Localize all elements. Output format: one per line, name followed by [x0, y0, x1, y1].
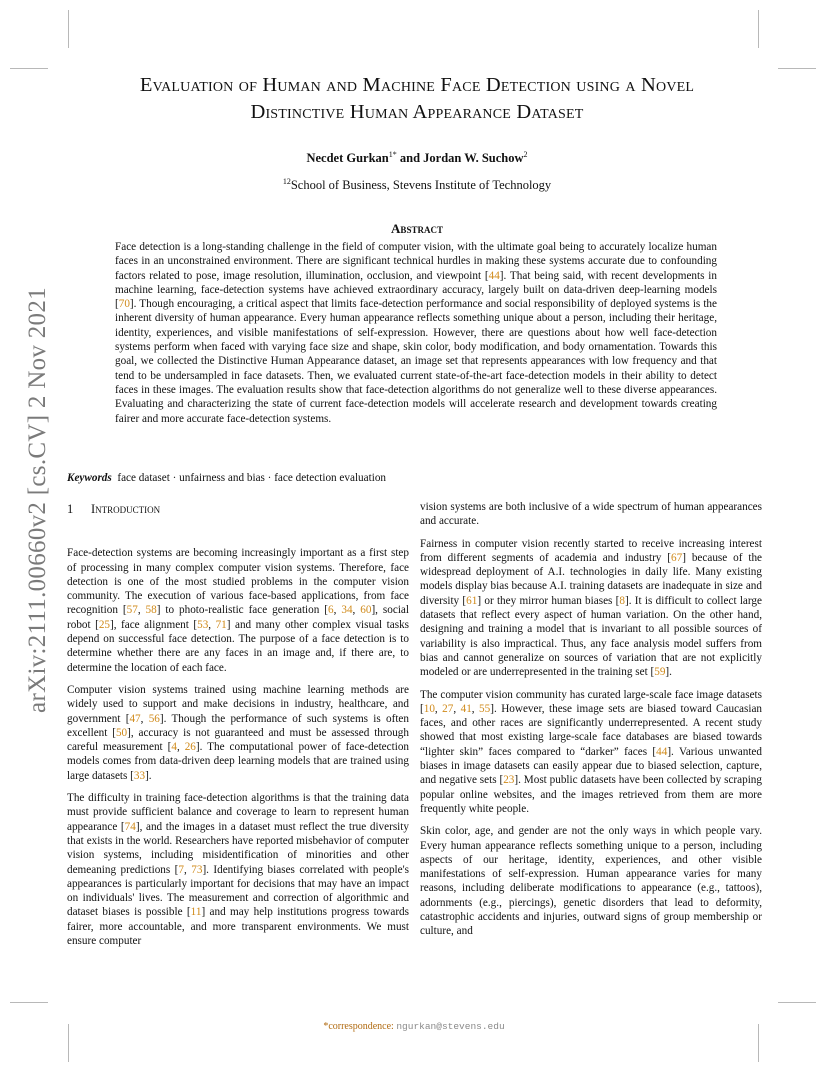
section-title: Introduction: [91, 502, 161, 516]
abstract-fragment: ]. That being said, with recent developments in machine learning, face-detection systems have achieved extraordinary accuracy, largely built on data-driven deep-learning models [: [115, 269, 717, 311]
abstract-heading: Abstract: [391, 221, 443, 236]
correspondence-label: *correspondence:: [323, 1021, 394, 1032]
citation-link[interactable]: 41: [460, 702, 472, 715]
text-fragment: ], accuracy is not guaranteed and must be assessed through careful measurement [: [67, 726, 409, 754]
citation-link[interactable]: 7: [178, 863, 184, 876]
citation-link[interactable]: 56: [148, 712, 160, 725]
paragraph: vision systems are both inclusive of a wide spectrum of human appearances and accurate.: [420, 501, 762, 528]
paper-title: [90, 72, 744, 126]
citation-link[interactable]: 26: [184, 741, 196, 754]
text-fragment: Face-detection systems are becoming increasingly important as a first step of processing in many complex computer vision systems. Therefore, face detection is one of the most studied problems in the computer vision community. The execution of various face-based applications, from face recognition [: [67, 547, 409, 617]
citation-link[interactable]: 23: [503, 774, 515, 787]
text-fragment: ]. Though the performance of such systems is often excellent [: [67, 712, 409, 739]
text-fragment: ,: [137, 604, 146, 617]
affiliation: [90, 177, 744, 193]
citation-link[interactable]: 71: [215, 618, 227, 631]
text-fragment: ]. Identifying biases correlated with people's appearances is particularly important for decisions that may have an impact on individuals' lives. The measurement and correction of algorithmic and dataset biases is possible [: [67, 863, 410, 919]
text-fragment: ,: [184, 863, 192, 876]
keywords-label: Keywords: [67, 472, 112, 484]
citation-link[interactable]: 67: [671, 551, 683, 564]
text-fragment: ].: [145, 769, 152, 782]
text-fragment: ].: [665, 666, 672, 679]
text-fragment: ]. It is difficult to collect large datasets that reflect every aspect of human variation. On the other hand, designing and training a model that is invariant to all possible sources of variability is also impractical. Thus, any face analysis model suffers from bias and cannot generalize on sources of variation that are not explicitly modeled or are underrepresented in the training set [: [420, 594, 762, 679]
citation-link[interactable]: 4: [171, 741, 177, 754]
citation-link[interactable]: 47: [129, 712, 141, 725]
text-fragment: Fairness in computer vision recently started to receive increasing interest from different segments of academia and industry [: [420, 537, 762, 564]
citation-link[interactable]: 25: [98, 618, 111, 631]
text-fragment: Computer vision systems trained using machine learning methods are widely used to support and make decisions in industry, healthcare, and government [: [67, 683, 409, 725]
citation-link[interactable]: 34: [341, 604, 353, 617]
authors-and: and: [396, 151, 424, 166]
paragraph: Skin color, age, and gender are not the only ways in which people vary. Every human appearance reflects something unique to a person, including aspects of our heritage, identity, experiences, and other visible manifestations of self-expression. Human appearance varies for many reasons, including deliberate modifications to appearance (e.g., tattoos), adornments (e.g., piercings), genetic disorders that lead to deformity, catastrophic accidents and injuries, outward signs of group membership or culture, and: [420, 825, 762, 938]
text-fragment: ,: [140, 712, 149, 725]
text-fragment: ,: [471, 702, 480, 715]
section-number: 1: [67, 502, 74, 516]
title-line-2: Distinctive Human Appearance Dataset: [250, 101, 584, 123]
citation-link[interactable]: 57: [126, 604, 138, 617]
correspondence-footnote: [0, 1021, 828, 1032]
text-fragment: ], face alignment [: [110, 618, 198, 631]
keywords-text: face dataset · unfairness and bias · face detection evaluation: [117, 472, 387, 484]
text-fragment: ]. However, these image sets are biased toward Caucasian faces, and other races are significantly underrepresented. A recent study showed that most existing large-scale face databases are biased towards “lighter skin” faces compared to “darker” faces [: [420, 702, 763, 758]
paragraph: [67, 546, 409, 675]
citation-link[interactable]: 61: [466, 594, 478, 607]
right-column: [420, 500, 762, 947]
text-fragment: ] because of the widespread deployment of A.I. technologies in daily life. Many existing models display bias because A.I. training datasets are inadequate in size and diversity [: [420, 551, 763, 607]
text-fragment: ,: [352, 604, 361, 617]
text-fragment: ,: [453, 702, 461, 715]
text-fragment: ], and the images in a dataset must reflect the true diversity that exists in the world. Researchers have reported misbehavior of computer vision systems, including misidentification of minorities and other demeaning predictions [: [67, 820, 409, 876]
citation-link[interactable]: 10: [423, 702, 435, 715]
crop-mark: [778, 1002, 816, 1003]
left-column: [67, 500, 409, 956]
citation-link[interactable]: 44: [656, 745, 668, 758]
text-fragment: ]. Most public datasets have been collected by scraping popular online websites, and the images retrieved from them are more frequently white people.: [420, 774, 762, 815]
arxiv-sidebar-id: [18, 287, 58, 713]
text-fragment: ]. The computational power of face-detection models comes from data-driven deep learning models that are trained using large datasets [: [67, 741, 410, 782]
crop-mark: [68, 10, 69, 48]
author-2: Jordan W. Suchow: [423, 151, 524, 166]
citation-link[interactable]: 53: [197, 618, 209, 631]
crop-mark: [778, 68, 816, 69]
text-fragment: ]. Various unwanted biases in image datasets can easily appear due to biased selection, capture, and negative sets [: [420, 745, 762, 787]
abstract-fragment: ]. Though encouraging, a critical aspect that limits face-detection performance and social responsibility of deployed systems is the inherent diversity of human appearance. Every human appearance reflects something unique about a person, including their heritage, identity, experiences, and visible manifestations of self-expression. However, there are questions about how well face-detection systems perform when faced with varying face size and shape, skin color, body modification, and body ornamentation. Towards this goal, we collected the Distinctive Human Appearance dataset, an image set that represents appearances with low frequency and that tend to be undersampled in face datasets. Then, we evaluated current state-of-the-art face-detection models in their ability to detect faces in these images. The evaluation results show that face-detection algorithms do not generalize well to these diverse appearances. Evaluating and characterizing the state of current face-detection models will accelerate research and development towards creating fairer and more accurate face-detection systems.: [115, 298, 717, 425]
author-2-sup: 2: [523, 150, 528, 159]
paragraph: [420, 537, 762, 680]
arxiv-id-text: arXiv:2111.00660v2 [cs.CV] 2 Nov 2021: [24, 287, 51, 713]
citation-link[interactable]: 70: [118, 298, 130, 311]
paragraph: [67, 791, 409, 948]
citation-link[interactable]: 50: [115, 726, 128, 739]
text-fragment: ,: [434, 702, 443, 715]
author-1-sup: 1*: [388, 150, 397, 159]
citation-link[interactable]: 6: [328, 604, 334, 617]
text-fragment: ] to photo-realistic face generation [: [156, 604, 329, 617]
citation-link[interactable]: 44: [488, 269, 500, 282]
authors: [90, 150, 744, 166]
crop-mark: [758, 10, 759, 48]
crop-mark: [10, 68, 48, 69]
keywords: [67, 472, 767, 484]
paragraph: [67, 683, 409, 783]
correspondence-email[interactable]: ngurkan@stevens.edu: [396, 1021, 505, 1032]
text-fragment: ,: [208, 618, 216, 631]
citation-link[interactable]: 8: [619, 594, 625, 607]
text-fragment: The computer vision community has curated large-scale face image datasets [: [420, 688, 762, 715]
affiliation-text: School of Business, Stevens Institute of Technology: [290, 178, 552, 193]
citation-link[interactable]: 27: [442, 702, 454, 715]
citation-link[interactable]: 33: [133, 769, 146, 782]
affiliation-sup: 12: [282, 177, 291, 186]
text-fragment: ] or they mirror human biases [: [477, 594, 620, 607]
abstract-fragment: Face detection is a long-standing challenge in the field of computer vision, with the ultimate goal being to accurately localize human faces in an unconstrained environment. There are significant technical hurdles in making these systems accurate due to confounding factors related to pose, image resolution, illumination, occlusion, and viewpoint [: [115, 241, 717, 282]
text-fragment: ], social robot [: [67, 604, 410, 631]
citation-link[interactable]: 11: [190, 906, 202, 919]
text-fragment: ] and may help institutions progress towards fairer, more accountable, and more transparent environments. We must ensure computer: [67, 906, 409, 948]
text-fragment: ] and many other complex visual tasks depend on successful face detection. The purpose of a face detection is to determine whether there are any faces in an image and, if there are, to determine the location of each face.: [67, 618, 410, 674]
citation-link[interactable]: 74: [124, 820, 136, 833]
title-line-1: Evaluation of Human and Machine Face Detection using a Novel: [139, 74, 695, 96]
citation-link[interactable]: 55: [479, 702, 491, 715]
paragraph: [420, 688, 762, 817]
author-1: Necdet Gurkan: [306, 151, 389, 166]
text-fragment: ,: [176, 741, 185, 754]
abstract-text: [115, 240, 717, 426]
citation-link[interactable]: 60: [360, 604, 372, 617]
citation-link[interactable]: 58: [145, 604, 157, 617]
text-fragment: The difficulty in training face-detection algorithms is that the training data must provide sufficient balance and coverage to learn to represent human appearance [: [67, 792, 409, 833]
text-fragment: ,: [333, 604, 342, 617]
section-heading: [67, 502, 409, 516]
citation-link[interactable]: 73: [191, 863, 203, 876]
crop-mark: [10, 1002, 48, 1003]
citation-link[interactable]: 59: [654, 666, 666, 679]
